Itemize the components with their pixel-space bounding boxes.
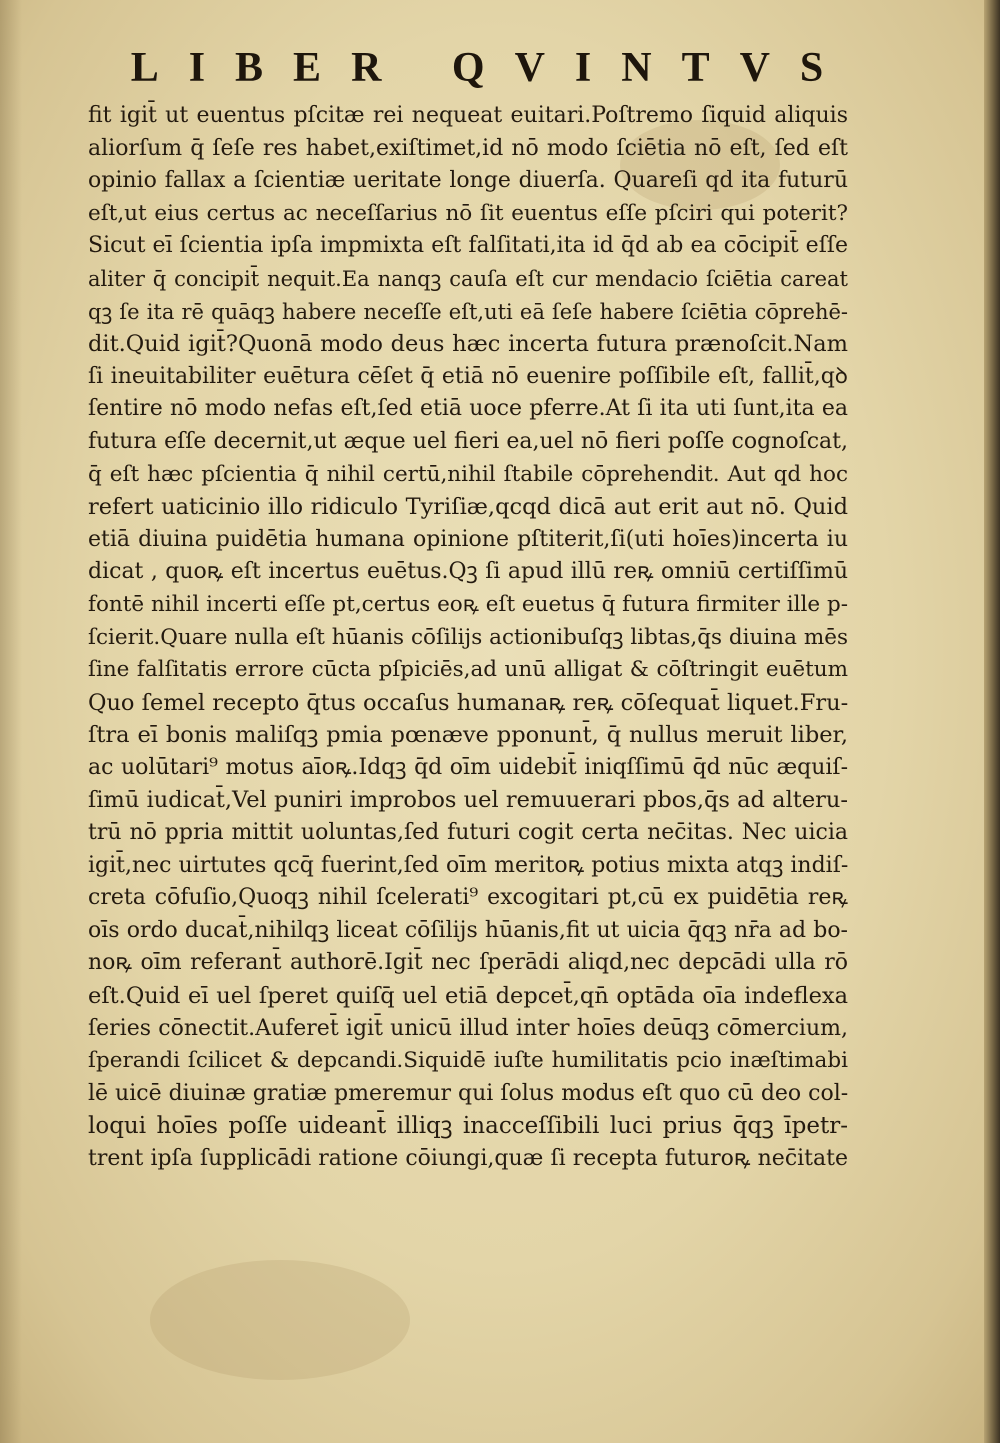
text-line: ſeries cōnectit.Auferet̄ igit̄ unicū illud inter hoīes deūqꝫ cōmercium, (88, 1015, 848, 1041)
text-line: fontē nihil incerti eſſe pt,certus eoꝶ eſt euetus q̄ futura firmiter ille p- (88, 591, 848, 617)
text-line: trū nō ppria mittit uoluntas,ſed futuri cogit certa nec̄itas. Nec uicia (88, 820, 848, 846)
text-line: q̄ eſt hæc pſcientia q̄ nihil certū,nihil ſtabile cōprehendit. Aut qd hoc (88, 461, 848, 487)
text-line: ſperandi ſcilicet & depcandi.Siquidē iuſte humilitatis pcio inæſtimabi (88, 1048, 848, 1074)
text-line: fit igit̄ ut euentus pſcitæ rei nequeat euitari.Poſtremo ſiquid aliquis (88, 103, 848, 128)
text-line: etiā diuina puidētia humana opinione pſtiterit,ſi(uti hoīes)incerta iu (88, 526, 848, 552)
text-line: qꝫ ſe ita rē quāqꝫ habere neceſſe eſt,uti eā ſeſe habere ſciētia cōprehē- (88, 299, 848, 324)
text-line: eſt,ut eius certus ac neceſſarius nō ſit euentus eſſe pſciri qui poterit? (88, 200, 848, 226)
text-line: futura eſſe decernit,ut æque uel fieri ea,uel nō fieri poſſe cognoſcat, (88, 428, 848, 454)
text-line: lē uicē diuinæ gratiæ pmeremur qui ſolus modus eſt quo cū deo col- (88, 1080, 848, 1106)
text-line: ſimū iudicat̄,Vel puniri improbos uel remuuerari pbos,q̄s ad alteru- (88, 787, 848, 814)
text-line: opinio fallax a ſcientiæ ueritate longe diuerſa. Quareſi qd ita futurū (88, 168, 848, 194)
text-line: refert uaticinio illo ridiculo Tyriſiæ,qcqd dicā aut erit aut nō. Quid (88, 494, 848, 521)
text-line: creta cōfuſio,Quoqꝫ nihil ſcelerati⁹ excogitari pt,cū ex puidētia reꝶ (88, 885, 848, 911)
text-line: Quo ſemel recepto q̄tus occaſus humanaꝶ reꝶ cōſequat̄ liquet.Fru- (88, 689, 848, 716)
text-line: dit.Quid igit̄?Quonā modo deus hæc incerta futura prænoſcit.Nam (88, 331, 848, 358)
text-line: ſtra eī bonis maliſqꝫ pmia pœnæve pponunt̄, q̄ nullus meruit liber, (88, 722, 848, 749)
page-edge (984, 0, 1000, 1443)
text-line: ſcierit.Quare nulla eſt hūanis cōſilijs actionibuſqꝫ libtas,q̄s diuina mēs (88, 624, 848, 650)
text-line: noꝶ oīm referant̄ authorē.Igit̄ nec ſperādi aliqd,nec depcādi ulla rō (88, 950, 848, 976)
text-line: ac uolūtari⁹ motus aīoꝶ.Idqꝫ q̄d oīm uidebit̄ iniqſſimū q̄d nūc æquiſ- (88, 754, 848, 780)
text-line: aliorſum q̄ ſeſe res habet,exiſtimet,id nō modo ſciētia nō eſt, ſed eſt (88, 135, 848, 161)
text-line: eſt.Quid eī uel ſperet quiſq̄ uel etiā depcet̄,qn̄ optāda oīa indeflexa (88, 983, 848, 1010)
text-line: aliter q̄ concipit̄ nequit.Ea nanqꝫ cauſa eſt cur mendacio ſciētia careat (88, 266, 848, 291)
text-line: Sicut eī ſcientia ipſa impmixta eſt falſitati,ita id q̄d ab ea cōcipit̄ eſſe (88, 233, 848, 259)
body-text (88, 100, 848, 1176)
text-line: ſentire nō modo nefas eſt,ſed etiā uoce pferre.At ſi ita uti ſunt,ita ea (88, 396, 848, 422)
text-line: oīs ordo ducat̄,nihilqꝫ liceat cōſilijs hūanis,fit ut uicia q̄qꝫ nr̄a ad bo- (88, 917, 848, 943)
gutter-shadow (0, 0, 22, 1443)
paper-stain (150, 1260, 410, 1380)
text-line: trent ipſa ſupplicādi ratione cōiungi,quæ ſi recepta futuroꝶ nec̄itate (88, 1146, 848, 1171)
text-line: igit̄,nec uirtutes qcq̄ fuerint,ſed oīm meritoꝶ potius mixta atqꝫ indiſ- (88, 852, 848, 878)
text-line: loqui hoīes poſſe uideant̄ illiqꝫ inacceſſibili luci prius q̄qꝫ īpetr- (88, 1113, 848, 1140)
running-head: LIBER QVINTVS (130, 45, 854, 91)
text-line: ſi ineuitabiliter euētura cēſet q̄ etiā nō euenire poſſibile eſt, fallit̄,qꝺ (88, 363, 848, 389)
text-line: ſine falſitatis errore cūcta pſpiciēs,ad unū alligat & cōſtringit euētum (88, 657, 848, 683)
text-line: dicat , quoꝶ eſt incertus euētus.Qꝫ ſi apud illū reꝶ omniū certiſſimū (88, 559, 848, 585)
